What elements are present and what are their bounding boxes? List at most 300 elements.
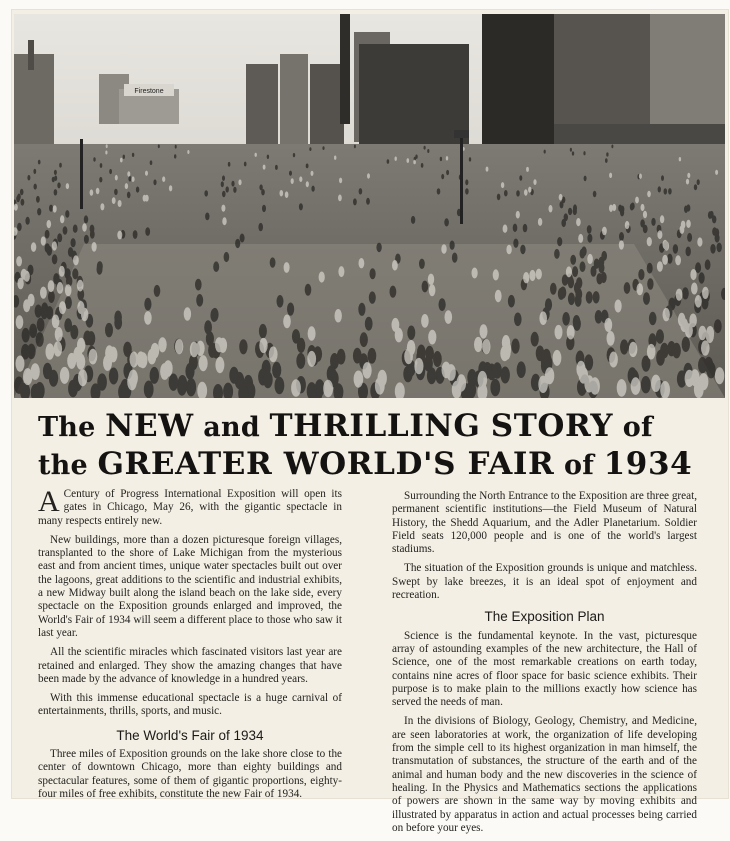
crowd-figure <box>544 150 546 154</box>
crowd-figure <box>205 213 209 221</box>
crowd-figure <box>244 162 247 167</box>
crowd-figure <box>414 358 423 374</box>
crowd-figure <box>57 233 62 242</box>
crowd-figure <box>185 363 194 380</box>
crowd-figure <box>48 280 55 292</box>
crowd-figure <box>715 170 718 175</box>
crowd-figure <box>287 303 294 316</box>
crowd-figure <box>446 364 455 381</box>
crowd-figure <box>144 381 154 399</box>
crowd-figure <box>415 155 417 159</box>
crowd-figure <box>24 271 30 282</box>
crowd-figure <box>291 379 301 397</box>
crowd-figure <box>272 362 281 379</box>
crowd-figure <box>204 190 208 196</box>
crowd-figure <box>661 175 664 181</box>
crowd-figure <box>572 266 578 277</box>
crowd-figure <box>549 205 553 212</box>
crowd-figure <box>169 185 172 191</box>
crowd-figure <box>517 361 526 378</box>
crowd-figure <box>587 225 592 234</box>
crowd-figure <box>421 163 424 168</box>
crowd-figure <box>100 203 104 210</box>
crowd-figure <box>656 329 664 344</box>
crowd-figure <box>239 339 247 354</box>
crowd-figure <box>284 262 290 273</box>
crowd-figure <box>145 195 149 202</box>
crowd-figure <box>240 234 245 243</box>
crowd-figure <box>144 298 151 311</box>
crowd-figure <box>41 306 48 319</box>
crowd-figure <box>120 158 123 163</box>
crowd-figure <box>568 293 575 306</box>
crowd-figure <box>36 332 44 347</box>
crowd-figure <box>132 153 134 157</box>
crowd-figure <box>114 189 118 195</box>
crowd-figure <box>296 353 305 369</box>
crowd-figure <box>576 361 585 378</box>
crowd-figure <box>127 171 130 176</box>
crowd-figure <box>49 205 53 212</box>
crowd-figure <box>145 227 150 236</box>
section-heading-exposition-plan: The Exposition Plan <box>484 609 605 625</box>
crowd-figure <box>392 260 398 271</box>
crowd-figure <box>465 179 468 185</box>
crowd-figure <box>698 326 706 340</box>
crowd-figure <box>52 315 60 329</box>
crowd-figure <box>99 177 102 183</box>
crowd-figure <box>647 278 653 290</box>
crowd-figure <box>697 179 700 185</box>
crowd-figure <box>160 363 169 380</box>
crowd-figure <box>413 160 416 165</box>
crowd-figure <box>27 175 30 181</box>
crowd-figure <box>93 157 95 161</box>
crowd-figure <box>322 146 324 150</box>
crowd-figure <box>20 189 24 195</box>
crowd-figure <box>680 225 685 234</box>
crowd-figure <box>581 246 586 256</box>
crowd-figure <box>664 241 669 250</box>
crowd-figure <box>158 144 160 148</box>
crowd-figure <box>446 170 449 175</box>
crowd-figure <box>280 190 284 196</box>
crowd-figure <box>584 176 587 182</box>
crowd-figure <box>465 188 469 194</box>
crowd-figure <box>686 220 691 228</box>
crowd-figure <box>630 203 634 210</box>
crowd-figure <box>115 175 118 181</box>
crowd-figure <box>319 272 325 283</box>
crowd-figure <box>606 152 608 156</box>
crowd-figure <box>369 291 376 303</box>
crowd-figure <box>112 197 116 204</box>
crowd-figure <box>283 315 291 329</box>
crowd-figure <box>162 176 165 182</box>
crowd-figure <box>686 247 691 257</box>
crowd-figure <box>45 243 50 253</box>
fair-crowd-photo <box>14 14 725 398</box>
crowd-photo-icon <box>14 14 725 398</box>
crowd-figure <box>105 323 113 337</box>
crowd-figure <box>47 220 52 228</box>
crowd-figure <box>199 355 208 371</box>
crowd-figure <box>694 380 704 398</box>
crowd-figure <box>145 171 148 176</box>
crowd-figure <box>285 191 289 198</box>
crowd-figure <box>77 280 84 292</box>
crowd-figure <box>16 315 24 329</box>
crowd-figure <box>601 272 607 283</box>
crowd-figure <box>493 362 502 379</box>
crowd-figure <box>228 162 231 167</box>
crowd-figure <box>663 308 670 321</box>
crowd-figure <box>542 349 551 365</box>
crowd-figure <box>169 374 179 391</box>
crowd-figure <box>559 194 563 201</box>
crowd-figure <box>524 189 528 195</box>
crowd-figure <box>354 371 364 388</box>
crowd-figure <box>523 272 529 283</box>
crowd-figure <box>553 350 562 366</box>
crowd-figure <box>118 200 122 207</box>
crowd-figure <box>97 373 107 390</box>
crowd-figure <box>647 191 651 197</box>
crowd-figure <box>175 145 177 149</box>
crowd-figure <box>378 370 387 387</box>
crowd-figure <box>57 282 64 294</box>
crowd-figure <box>513 239 518 248</box>
crowd-figure <box>612 204 616 211</box>
crowd-figure <box>158 337 166 352</box>
crowd-figure <box>490 379 500 397</box>
crowd-figure <box>367 173 370 178</box>
crowd-figure <box>493 269 499 280</box>
crowd-figure <box>238 179 241 185</box>
crowd-figure <box>376 243 381 253</box>
crowd-figure <box>686 204 690 211</box>
crowd-figure <box>186 378 196 396</box>
crowd-figure <box>617 379 627 397</box>
crowd-figure <box>53 205 57 212</box>
crowd-figure <box>125 183 128 189</box>
crowd-figure <box>714 319 722 333</box>
crowd-figure <box>508 295 515 308</box>
crowd-figure <box>33 169 36 174</box>
crowd-figure <box>699 272 705 283</box>
crowd-figure <box>446 156 448 160</box>
crowd-figure <box>150 367 159 384</box>
crowd-figure <box>77 301 84 314</box>
crowd-figure <box>554 249 560 259</box>
crowd-figure <box>605 158 608 163</box>
crowd-figure <box>262 205 266 212</box>
crowd-figure <box>48 291 55 303</box>
crowd-figure <box>259 324 267 338</box>
crowd-figure <box>255 153 257 157</box>
crowd-figure <box>520 245 525 255</box>
crowd-figure <box>474 337 482 352</box>
crowd-figure <box>41 236 46 245</box>
crowd-figure <box>690 269 696 280</box>
crowd-figure <box>706 328 714 343</box>
crowd-figure <box>187 150 189 154</box>
crowd-figure <box>275 165 278 170</box>
crowd-figure <box>429 284 436 296</box>
crowd-figure <box>710 244 715 254</box>
crowd-figure <box>629 342 638 357</box>
crowd-figure <box>359 188 363 194</box>
crowd-figure <box>620 339 628 354</box>
crowd-figure <box>694 184 697 190</box>
crowd-figure <box>263 165 266 170</box>
crowd-figure <box>31 242 36 252</box>
crowd-figure <box>680 318 688 332</box>
crowd-figure <box>139 352 148 368</box>
crowd-figure <box>457 374 467 391</box>
crowd-figure <box>16 356 25 372</box>
crowd-figure <box>97 261 103 272</box>
crowd-figure <box>574 282 581 294</box>
crowd-figure <box>710 211 714 219</box>
crowd-figure <box>647 263 653 274</box>
crowd-figure <box>49 370 58 387</box>
crowd-figure <box>34 184 37 190</box>
crowd-figure <box>54 170 57 175</box>
crowd-figure <box>46 344 55 360</box>
crowd-figure <box>576 218 581 226</box>
crowd-figure <box>299 203 303 210</box>
crowd-figure <box>560 201 564 208</box>
crowd-figure <box>444 218 449 226</box>
crowd-figure <box>580 261 586 272</box>
crowd-figure <box>52 254 58 264</box>
crowd-figure <box>263 371 273 388</box>
crowd-figure <box>235 239 240 248</box>
crowd-figure <box>370 268 376 279</box>
crowd-figure <box>526 167 529 172</box>
crowd-figure <box>323 380 333 398</box>
crowd-figure <box>90 230 95 239</box>
paragraph: New buildings, more than a dozen picturesque foreign villages, transplanted to the shore of Lake Michigan from the mysterious east and from ancient times, unique water spectacles built out over the lagoons, great additions to the scientific and industrial exhibits, a new Midway built along the island beach on the lake side, every spectacle on the Exposition grounds enlarged and improved, the World's Fair of 1934 will seem a different place to those who saw it last year. <box>38 533 342 639</box>
crowd-figure <box>38 160 41 165</box>
crowd-figure <box>153 179 156 185</box>
crowd-figure <box>59 163 62 168</box>
crowd-figure <box>679 157 681 161</box>
crowd-figure <box>587 234 592 243</box>
crowd-figure <box>427 149 429 153</box>
crowd-figure <box>25 217 29 225</box>
crowd-figure <box>84 215 88 223</box>
crowd-figure <box>421 314 429 328</box>
crowd-figure <box>657 261 663 272</box>
crowd-figure <box>422 281 429 293</box>
crowd-figure <box>676 289 683 301</box>
crowd-figure <box>105 151 107 155</box>
crowd-figure <box>259 338 267 353</box>
crowd-figure <box>65 210 69 218</box>
headline <box>38 408 698 484</box>
crowd-figure <box>78 369 87 386</box>
crowd-figure <box>136 187 139 193</box>
crowd-figure <box>109 368 118 385</box>
crowd-figure <box>516 190 520 196</box>
crowd-figure <box>407 326 415 340</box>
crowd-figure <box>338 195 342 202</box>
crowd-figure <box>516 211 520 219</box>
crowd-figure <box>222 191 226 197</box>
crowd-figure <box>306 181 309 187</box>
crowd-figure <box>258 223 263 231</box>
crowd-figure <box>84 235 89 244</box>
crowd-figure <box>550 283 557 295</box>
crowd-figure <box>353 198 357 205</box>
crowd-figure <box>705 259 711 270</box>
crowd-figure <box>210 309 217 322</box>
crowd-figure <box>562 312 570 326</box>
paragraph: Surrounding the North Entrance to the Exposition are three great, permanent scientific institutions—the Field Museum of Natural History, the Shedd Aquarium, and the Adler Planetarium. Soldier Field seats 120,000 people and is one of the world's largest stadiums. <box>392 490 697 556</box>
crowd-figure <box>54 189 58 195</box>
crowd-figure <box>660 215 664 223</box>
crowd-figure <box>568 208 572 215</box>
crowd-figure <box>528 187 531 193</box>
headline-line-2: the GREATER WORLD'S FAIR of 1934 <box>38 446 693 482</box>
crowd-figure <box>222 175 225 181</box>
crowd-figure <box>687 233 692 242</box>
crowd-figure <box>128 176 131 182</box>
crowd-figure <box>82 223 87 231</box>
crowd-figure <box>687 173 690 178</box>
crowd-figure <box>578 234 583 243</box>
crowd-figure <box>359 258 365 268</box>
crowd-figure <box>68 380 78 398</box>
crowd-figure <box>177 378 187 396</box>
crowd-figure <box>261 189 265 195</box>
crowd-figure <box>354 145 356 149</box>
crowd-figure <box>109 169 112 174</box>
crowd-figure <box>450 241 455 250</box>
crowd-figure <box>87 331 95 346</box>
crowd-figure <box>504 190 508 196</box>
crowd-figure <box>195 279 202 291</box>
crowd-figure <box>59 301 66 314</box>
crowd-figure <box>37 318 45 332</box>
crowd-figure <box>668 188 672 194</box>
crowd-figure <box>73 255 79 265</box>
crowd-figure <box>275 377 285 395</box>
crowd-figure <box>215 357 224 373</box>
crowd-figure <box>77 338 85 353</box>
crowd-figure <box>593 191 597 197</box>
crowd-figure <box>419 259 425 269</box>
crowd-figure <box>631 377 641 395</box>
crowd-figure <box>360 332 368 347</box>
crowd-figure <box>29 324 37 338</box>
crowd-figure <box>495 290 502 302</box>
crowd-figure <box>620 209 624 217</box>
crowd-figure <box>649 312 657 326</box>
crowd-figure <box>368 348 377 364</box>
crowd-figure <box>717 243 722 253</box>
crowd-figure <box>437 188 441 194</box>
crowd-figure <box>103 355 112 371</box>
crowd-figure <box>114 316 122 330</box>
crowd-figure <box>573 204 577 211</box>
crowd-figure <box>40 287 47 299</box>
crowd-figure <box>625 221 630 229</box>
crowd-figure <box>270 257 276 267</box>
crowd-figure <box>568 277 574 289</box>
crowd-figure <box>607 331 615 346</box>
crowd-figure <box>358 303 365 316</box>
crowd-figure <box>411 216 415 224</box>
crowd-figure <box>599 262 605 273</box>
crowd-figure <box>619 232 624 241</box>
crowd-figure <box>311 186 314 192</box>
crowd-figure <box>22 328 30 343</box>
crowd-figure <box>702 287 709 299</box>
crowd-figure <box>277 295 284 308</box>
crowd-figure <box>215 337 223 352</box>
crowd-figure <box>609 352 618 368</box>
crowd-figure <box>538 376 548 393</box>
crowd-figure <box>673 244 678 254</box>
crowd-figure <box>67 353 76 369</box>
crowd-figure <box>174 154 176 158</box>
headline-line-1: The NEW and THRILLING STORY of <box>38 408 653 444</box>
intro-paragraph: A Century of Progress International Exposition will open its gates in Chicago, May 26, with the gigantic spectacle in many respects entirely new. <box>38 485 342 527</box>
crowd-figure <box>514 313 522 327</box>
crowd-figure <box>433 351 442 367</box>
crowd-figure <box>570 148 572 152</box>
crowd-figure <box>424 146 426 150</box>
crowd-figure <box>196 294 203 307</box>
crowd-figure <box>497 194 501 201</box>
crowd-figure <box>221 181 224 187</box>
crowd-figure <box>638 269 644 280</box>
crowd-figure <box>16 195 20 202</box>
crowd-figure <box>224 252 230 262</box>
crowd-figure <box>619 240 624 249</box>
crowd-figure <box>92 242 97 252</box>
crowd-figure <box>17 278 23 290</box>
paragraph: In the divisions of Biology, Geology, Chemistry, and Medicine, are seen laboratories at work, the organization of life developing from the simple cell to its highest organization in man himself, the transmutation of substances, the structure of the earth and of the animal and human body and the new discoveries in the science of healing. In the Physics and Mathematics sections the applications of powers are shown in the same way by moving exhibits and illustrated by apparatus in action and actual processes being carried on before your eyes. <box>392 715 697 834</box>
crowd-figure <box>533 179 536 185</box>
crowd-figure <box>609 173 612 178</box>
crowd-figure <box>63 226 68 235</box>
crowd-figure <box>480 324 488 338</box>
crowd-figure <box>289 171 292 176</box>
crowd-figure <box>335 309 342 322</box>
crowd-figure <box>452 253 458 263</box>
crowd-figure <box>395 328 403 343</box>
crowd-figure <box>441 174 444 179</box>
crowd-figure <box>90 189 94 195</box>
crowd-figure <box>615 300 622 313</box>
crowd-figure <box>133 230 138 239</box>
crowd-figure <box>539 311 547 325</box>
crowd-figure <box>506 245 511 255</box>
crowd-figure <box>21 199 25 206</box>
crowd-figure <box>529 270 535 281</box>
crowd-figure <box>404 348 413 364</box>
crowd-figure <box>175 339 183 354</box>
crowd-figure <box>682 337 690 352</box>
crowd-figure <box>682 287 689 299</box>
crowd-figure <box>501 367 510 384</box>
crowd-figure <box>478 371 488 388</box>
crowd-figure <box>660 381 670 398</box>
